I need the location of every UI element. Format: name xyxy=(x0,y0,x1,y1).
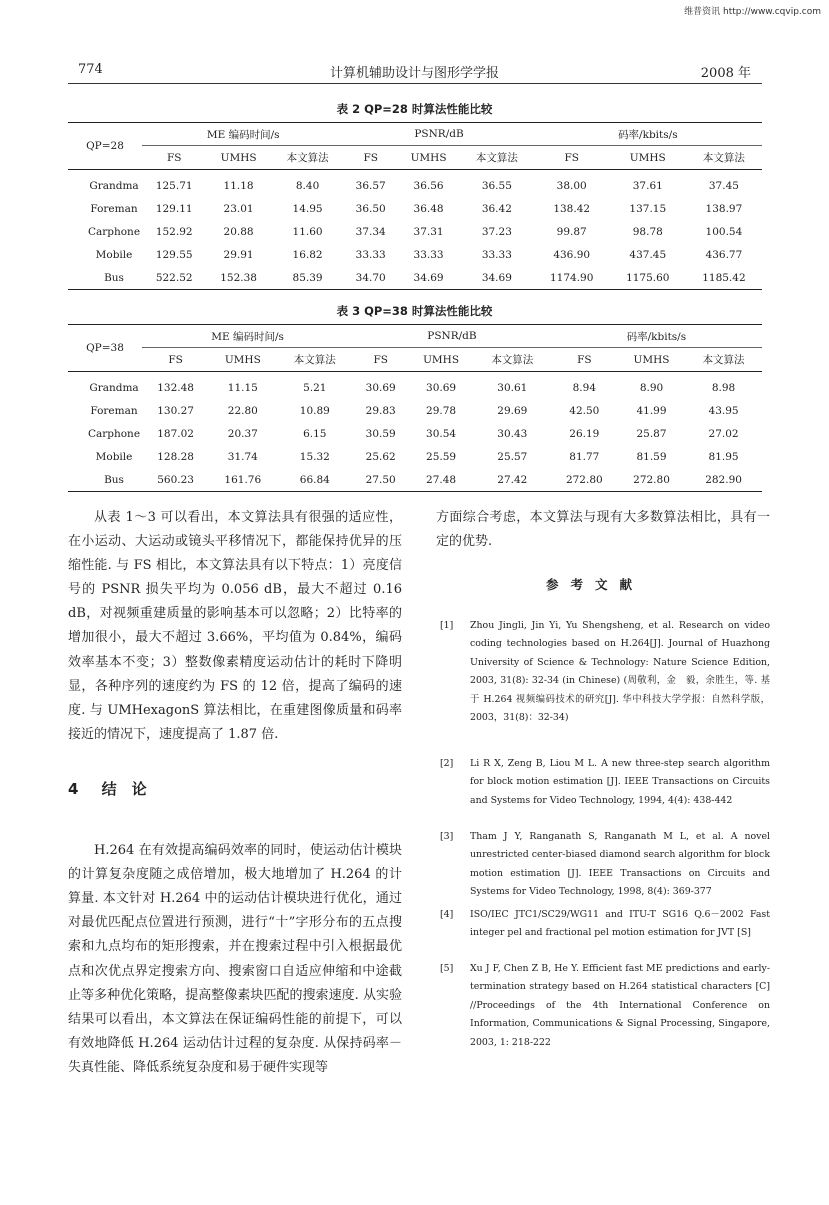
table-row xyxy=(68,220,762,243)
journal-title: 计算机辅助设计与图形学学报 xyxy=(329,66,499,81)
qp-label: QP=28 xyxy=(86,140,124,152)
group-header: PSNR/dB xyxy=(353,325,551,348)
table-cell: 81.77 xyxy=(569,450,600,463)
table-cell: 22.80 xyxy=(227,404,258,417)
table-cell: 25.59 xyxy=(426,450,457,463)
column-header: FS xyxy=(363,151,378,164)
table-cell: 29.69 xyxy=(497,404,528,417)
table-cell: 11.15 xyxy=(227,381,258,394)
table-cell: 37.34 xyxy=(355,225,386,238)
subheader-row xyxy=(68,348,762,372)
table-cell: 437.45 xyxy=(629,248,667,261)
table-cell: 37.23 xyxy=(481,225,512,238)
table-cell: 41.99 xyxy=(636,404,667,417)
table-row xyxy=(68,197,762,220)
table-cell: 36.55 xyxy=(481,179,512,192)
table-cell: 31.74 xyxy=(227,450,258,463)
table-cell: 152.38 xyxy=(220,271,257,284)
table-cell: 11.18 xyxy=(223,179,254,192)
section-title: 结 论 xyxy=(101,779,147,798)
table-cell: 20.37 xyxy=(227,427,258,440)
reference-number: [2] xyxy=(440,758,454,769)
table-cell: 37.31 xyxy=(413,225,444,238)
table-cell: 187.02 xyxy=(157,427,194,440)
table-cell: 100.54 xyxy=(705,225,743,238)
table-cell: 37.61 xyxy=(632,179,663,192)
table-cell: 30.43 xyxy=(497,427,528,440)
column-header: FS xyxy=(577,353,592,366)
column-header: FS xyxy=(168,353,183,366)
table-row xyxy=(68,422,762,445)
row-label: Mobile xyxy=(95,248,133,261)
table-cell: 6.15 xyxy=(303,427,327,440)
column-header: UMHS xyxy=(410,151,447,164)
reference-item xyxy=(440,828,770,902)
table-row xyxy=(68,399,762,422)
table-cell: 36.50 xyxy=(355,202,386,215)
table-cell: 27.42 xyxy=(497,473,528,486)
table-cell: 98.78 xyxy=(632,225,663,238)
table-cell: 85.39 xyxy=(292,271,323,284)
column-header: 本文算法 xyxy=(293,354,336,366)
row-label: Mobile xyxy=(95,450,133,463)
section-number: 4 xyxy=(68,779,79,798)
table-cell: 29.83 xyxy=(365,404,396,417)
group-header: 码率/kbits/s xyxy=(534,123,762,146)
right-column xyxy=(436,506,770,554)
table-cell: 522.52 xyxy=(155,271,193,284)
table-cell: 30.54 xyxy=(426,427,457,440)
body-paragraph: 方面综合考虑，本文算法与现有大多数算法相比，具有一定的优势. xyxy=(436,510,770,550)
left-column xyxy=(68,506,402,1080)
table-cell: 20.88 xyxy=(223,225,254,238)
column-header: FS xyxy=(564,151,579,164)
table-cell: 27.48 xyxy=(426,473,457,486)
row-label: Bus xyxy=(104,473,124,486)
table-cell: 27.50 xyxy=(365,473,396,486)
table-cell: 81.95 xyxy=(708,450,739,463)
table-cell: 26.19 xyxy=(569,427,600,440)
references-title: 参考文献 xyxy=(545,577,644,592)
column-header: FS xyxy=(166,151,182,164)
table-cell: 436.77 xyxy=(705,248,743,261)
group-header: ME 编码时间/s xyxy=(142,325,353,348)
row-label: Foreman xyxy=(90,202,138,215)
table-row xyxy=(68,445,762,468)
data-table xyxy=(68,324,762,492)
table-cell: 30.61 xyxy=(497,381,528,394)
table-cell: 34.70 xyxy=(355,271,386,284)
table-cell: 1185.42 xyxy=(702,271,746,284)
column-header: 本文算法 xyxy=(702,152,745,164)
column-header: 本文算法 xyxy=(702,354,745,366)
table-cell: 15.32 xyxy=(299,450,330,463)
table-row xyxy=(68,266,762,290)
table-row xyxy=(68,170,762,198)
reference-text: Zhou Jingli, Jin Yi, Yu Shengsheng, et al. Research on video coding technologies based on H.264[J]. Journal of Huazhong University of Science & Technology: Nature Science Edition, 2003, 31(8): 32-34 (in Chinese) (周敬利，金 毅，余胜生，等. 基于 H.264 视频编码技术的研究[J]. 华中科技大学学报：自然科学版，2003，31(8)：32-34) xyxy=(470,620,770,724)
table-cell: 272.80 xyxy=(633,473,670,486)
group-header: 码率/kbits/s xyxy=(551,325,762,348)
table-cell: 25.62 xyxy=(365,450,396,463)
column-header: 本文算法 xyxy=(475,152,518,164)
column-header: UMHS xyxy=(224,353,261,366)
reference-item xyxy=(440,960,770,1052)
table-cell: 128.28 xyxy=(157,450,194,463)
table-cell: 8.98 xyxy=(711,381,736,394)
table-cell: 30.59 xyxy=(365,427,396,440)
reference-text: Li R X, Zeng B, Liou M L. A new three-step search algorithm for block motion estimation [J]. IEEE Transactions on Circuits and Systems for Video Technology, 1994, 4(4): 438-442 xyxy=(470,758,770,806)
table-cell: 8.40 xyxy=(295,179,320,192)
table-body xyxy=(68,170,762,290)
body-paragraph: H.264 在有效提高编码效率的同时，使运动估计模块的计算复杂度随之成倍增加，极大地增加了 H.264 的计算量. 本文针对 H.264 中的运动估计模块进行优化，通过对最优匹配点位置进行预测，进行“十”字形分布的五点搜索和九点均布的矩形搜索，并在搜索过程中引入根据最优点和次优点界定搜索方向、搜索窗口自适应伸缩和中途截止等多种优化策略，提高整像素块匹配的搜索速度. 从实验结果可以看出，本文算法在保证编码性能的前提下，可以有效地降低 H.264 运动估计过程的复杂度. 从保持码率－失真性能、降低系统复杂度和易于硬件实现等 xyxy=(68,843,402,1075)
table-cell: 37.45 xyxy=(708,179,739,192)
reference-number: [3] xyxy=(440,831,454,842)
table-cell: 436.90 xyxy=(553,248,591,261)
row-label: Carphone xyxy=(87,225,141,238)
table-cell: 125.71 xyxy=(155,179,193,192)
row-label: Bus xyxy=(104,271,124,284)
table-cell: 25.87 xyxy=(636,427,667,440)
column-header: FS xyxy=(373,353,388,366)
reference-item xyxy=(440,906,770,943)
table-cell: 10.89 xyxy=(299,404,330,417)
row-label: Grandma xyxy=(89,381,139,394)
table-cell: 43.95 xyxy=(708,404,739,417)
table-cell: 25.57 xyxy=(497,450,528,463)
reference-text: Tham J Y, Ranganath S, Ranganath M L, et al. A novel unrestricted center-biased diamond search algorithm for block motion estimation [J]. IEEE Transactions on Circuits and Systems for Video Technology, 1998, 8(4): 369-377 xyxy=(470,831,770,898)
table-cell: 272.80 xyxy=(565,473,603,486)
table-cell: 36.48 xyxy=(413,202,444,215)
reference-item xyxy=(440,755,770,810)
table-cell: 36.42 xyxy=(481,202,512,215)
table-cell: 129.55 xyxy=(155,248,193,261)
table-cell: 560.23 xyxy=(157,473,194,486)
column-header: UMHS xyxy=(220,151,257,164)
table-cell: 33.33 xyxy=(413,248,444,261)
table-caption: 表 2 QP=28 时算法性能比较 xyxy=(336,102,493,116)
journal-year: 2008 年 xyxy=(700,66,751,81)
column-header: UMHS xyxy=(633,353,670,366)
table-cell: 132.48 xyxy=(157,381,194,394)
table-cell: 138.42 xyxy=(553,202,591,215)
table-cell: 34.69 xyxy=(413,271,444,284)
table-cell: 282.90 xyxy=(705,473,742,486)
table-cell: 1175.60 xyxy=(626,271,670,284)
group-header: ME 编码时间/s xyxy=(142,123,344,146)
reference-number: [1] xyxy=(440,620,454,631)
qp-label: QP=38 xyxy=(86,342,124,354)
table-cell: 30.69 xyxy=(365,381,396,394)
table-cell: 99.87 xyxy=(556,225,587,238)
table-body xyxy=(68,372,762,492)
table-cell: 152.92 xyxy=(155,225,193,238)
reference-number: [4] xyxy=(440,909,454,920)
table-cell: 129.11 xyxy=(155,202,193,215)
table-cell: 36.57 xyxy=(355,179,386,192)
table-cell: 23.01 xyxy=(223,202,254,215)
table-cell: 14.95 xyxy=(292,202,323,215)
reference-item xyxy=(440,617,770,727)
table-cell: 161.76 xyxy=(224,473,262,486)
table-cell: 138.97 xyxy=(705,202,743,215)
table-cell: 8.94 xyxy=(572,381,597,394)
row-label: Grandma xyxy=(89,179,139,192)
table-cell: 36.56 xyxy=(413,179,444,192)
body-paragraph: 从表 1～3 可以看出，本文算法具有很强的适应性，在小运动、大运动或镜头平移情况下，都能保持优异的压缩性能. 与 FS 相比，本文算法具有以下特点：1）亮度信号的 PSNR 损失平均为 0.056 dB，最大不超过 0.16 dB，对视频重建质量的影响基本可以忽略；2）比特率的增加很小，最大不超过 3.66%，平均值为 0.84%，编码效率基本不变；3）整数像素精度运动估计的耗时下降明显，各种序列的速度约为 FS 的 12 倍，提高了编码的速度. 与 UMHexagonS 算法相比，在重建图像质量和码率接近的情况下，速度提高了 1.87 倍. xyxy=(68,510,402,742)
column-header: UMHS xyxy=(423,353,460,366)
subheader-row xyxy=(68,146,762,170)
table-cell: 8.90 xyxy=(639,381,664,394)
table-cell: 66.84 xyxy=(299,473,330,486)
watermark: 维普资讯 http://www.cqvip.com xyxy=(684,7,821,17)
column-header: 本文算法 xyxy=(491,354,534,366)
reference-text: Xu J F, Chen Z B, He Y. Efficient fast ME predictions and early-termination strategy based on H.264 statistical characters [C] //Proceedings of the 4th International Conference on Information, Communications & Signal Processing, Singapore, 2003, 1: 218-222 xyxy=(470,963,770,1048)
data-table xyxy=(68,122,762,290)
table-cell: 1174.90 xyxy=(549,271,594,284)
table-row xyxy=(68,468,762,492)
table-cell: 137.15 xyxy=(629,202,667,215)
table-row xyxy=(68,243,762,266)
table-cell: 27.02 xyxy=(708,427,739,440)
table-cell: 34.69 xyxy=(481,271,512,284)
table-cell: 81.59 xyxy=(636,450,667,463)
table-cell: 5.21 xyxy=(303,381,327,394)
table-cell: 130.27 xyxy=(157,404,194,417)
table-caption: 表 3 QP=38 时算法性能比较 xyxy=(336,304,493,318)
group-header: PSNR/dB xyxy=(344,123,533,146)
table-cell: 29.91 xyxy=(223,248,254,261)
table-cell: 29.78 xyxy=(426,404,457,417)
table-row xyxy=(68,372,762,400)
table-cell: 16.82 xyxy=(292,248,323,261)
table-cell: 33.33 xyxy=(355,248,386,261)
page-number: 774 xyxy=(78,62,103,77)
table-cell: 42.50 xyxy=(569,404,600,417)
table-cell: 30.69 xyxy=(426,381,457,394)
header-rule xyxy=(68,83,762,84)
column-header: UMHS xyxy=(629,151,666,164)
table-cell: 11.60 xyxy=(292,225,323,238)
reference-number: [5] xyxy=(440,963,454,974)
column-header: 本文算法 xyxy=(286,152,329,164)
table-cell: 33.33 xyxy=(481,248,512,261)
table-cell: 38.00 xyxy=(556,179,587,192)
section-heading xyxy=(68,777,402,801)
reference-text: ISO/IEC JTC1/SC29/WG11 and ITU-T SG16 Q.6－2002 Fast integer pel and fractional pel motion estimation for JVT [S] xyxy=(470,909,770,939)
row-label: Carphone xyxy=(87,427,141,440)
row-label: Foreman xyxy=(90,404,138,417)
